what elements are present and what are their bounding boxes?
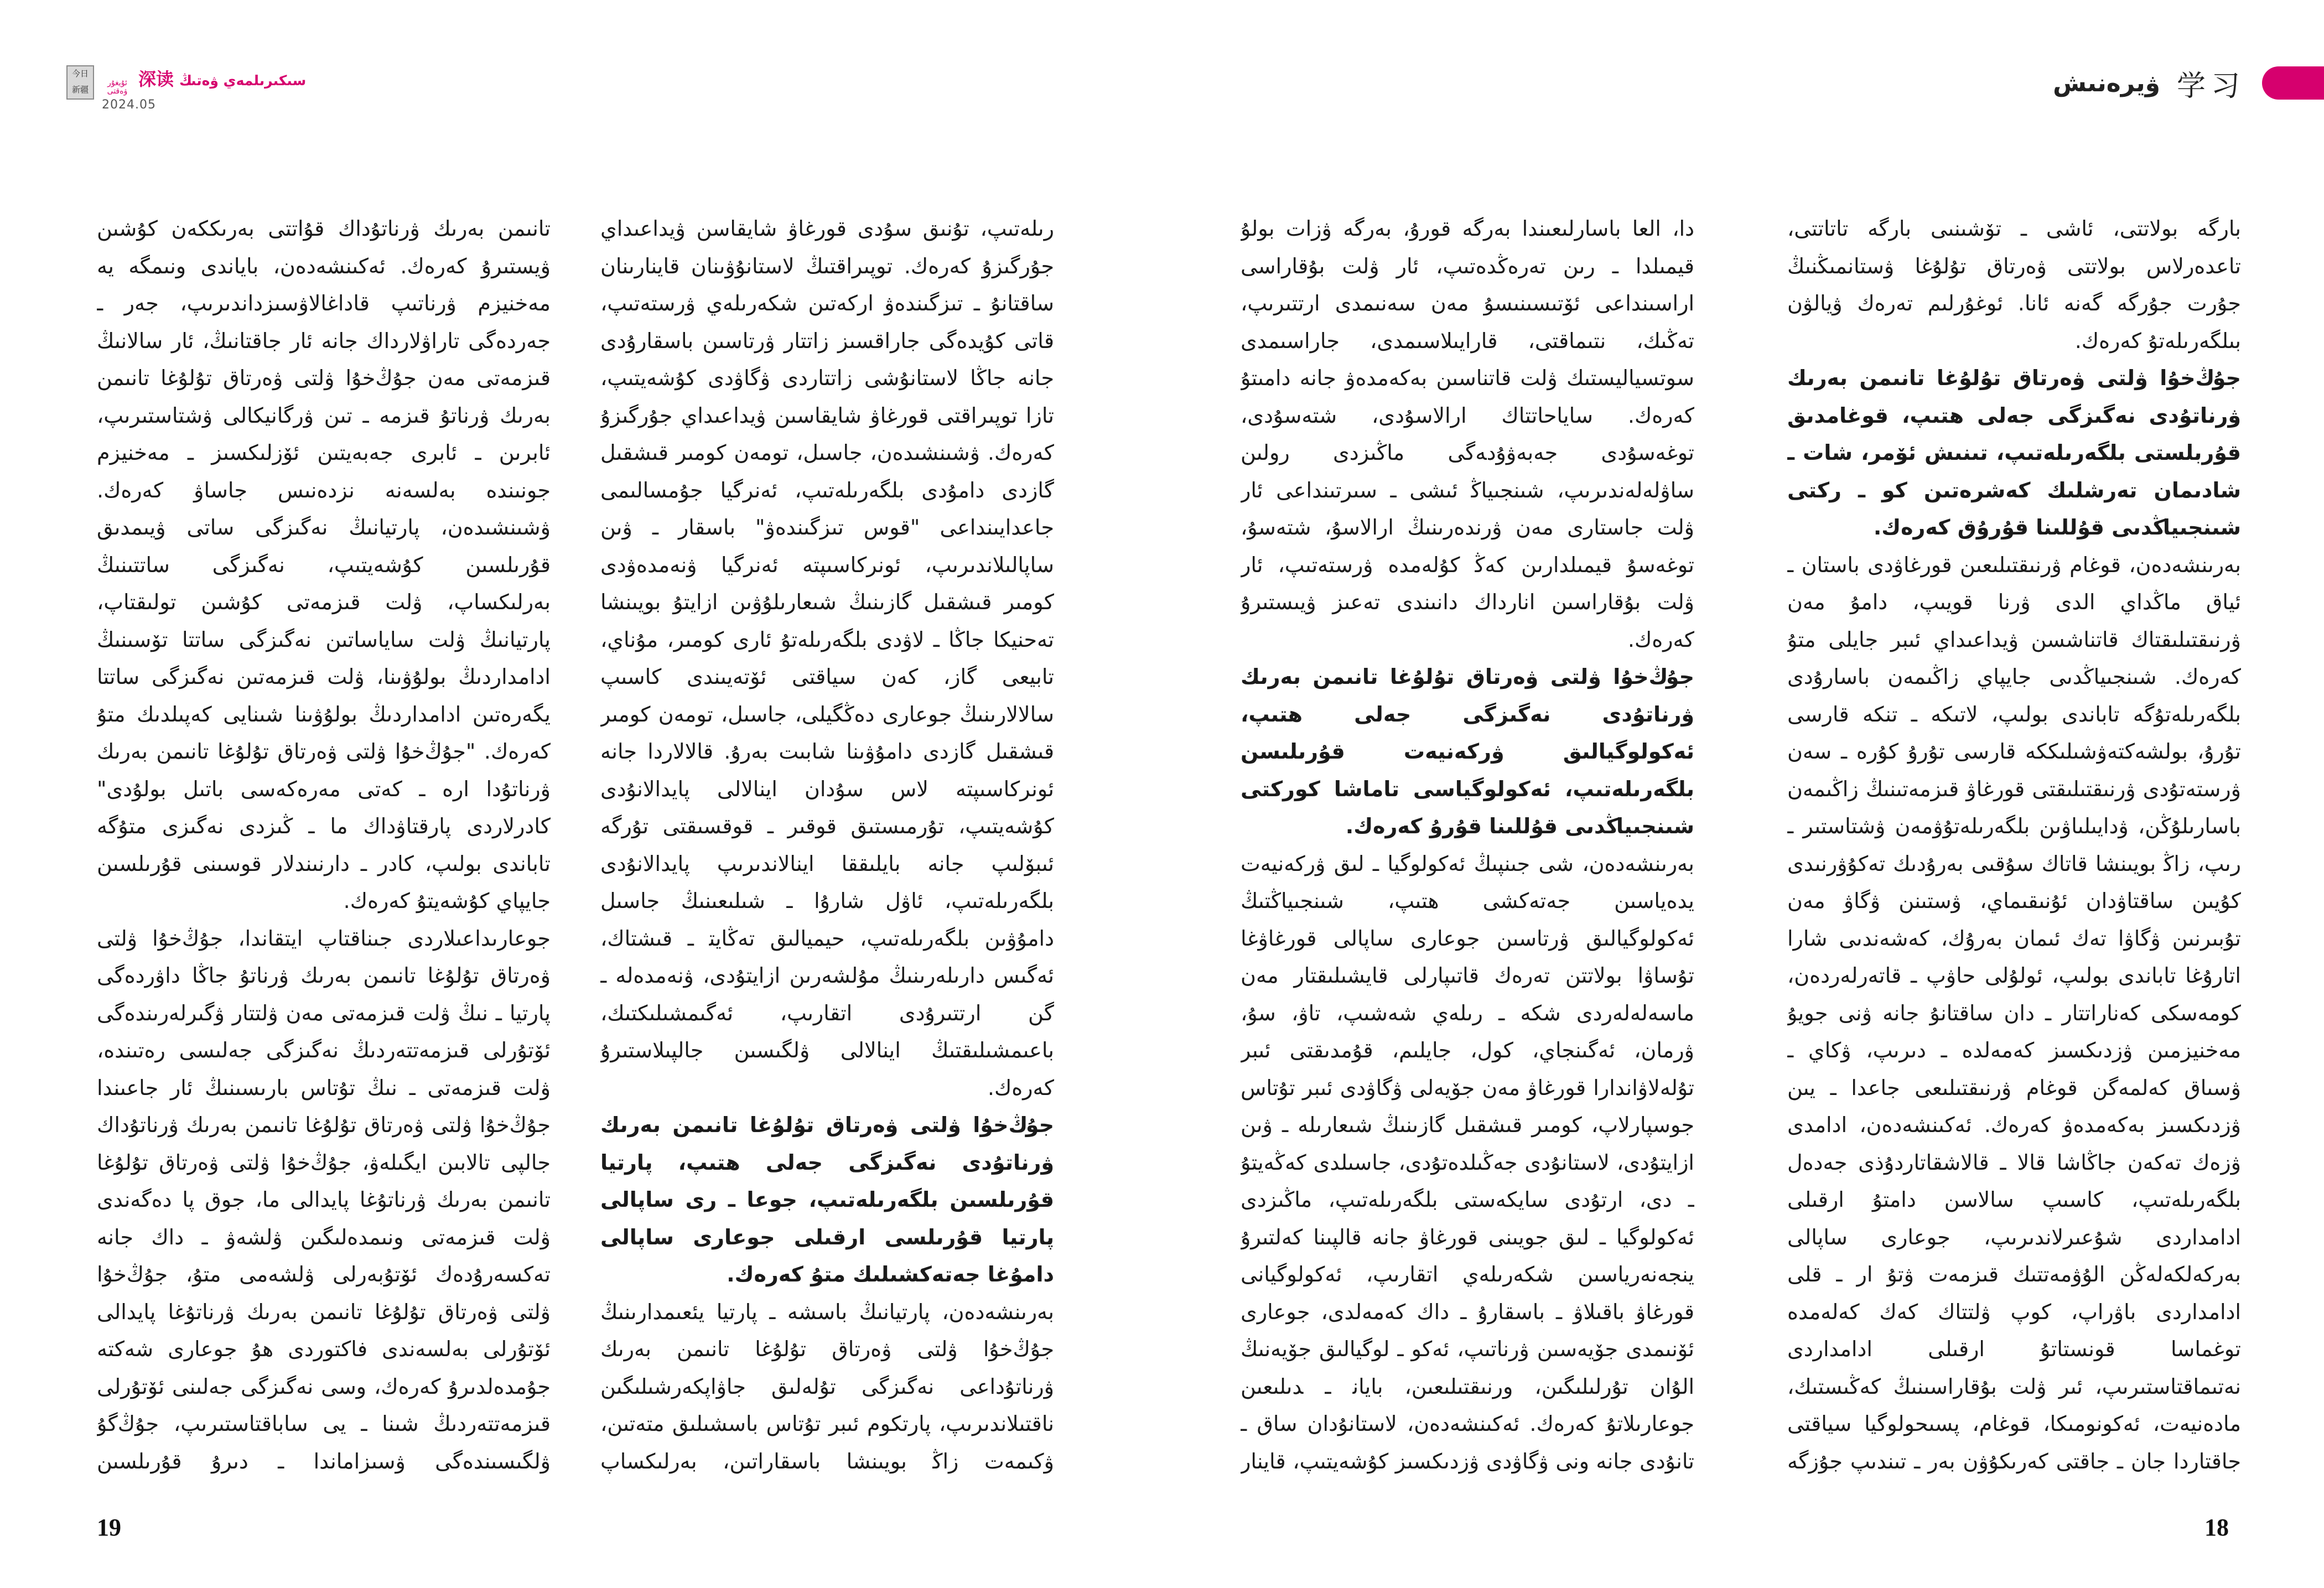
column-name-chinese: 学习 [2176,69,2245,103]
paragraph: ﺑﻪﺭﯨﻨﺸﻪﺩﻩﻥ، ﺷﻰ ﺟﯩﻨﭙﯩﯔ ﺋﻪﻛﻮﻟﻮﮔﻴﺎ ـ ﻟﯩﻖ ﯞﺭﻛﻪﻧﻴﻪﺕ ﻳﺪﻩﻳﺎﺳﯩﻦ ﺟﻪﺗﻪﻛﺸﻰ ﻫﺘﯩﭗ، ﺷﯩﻨﺠﯩﻴﺎﯕﺘﯩﯔ ﺋﻪﻛﻮﻟﻮﮔﻴﺎﻟﯩﻖ ﯞﺭﺗﺎﺳﯩﻦ ﺟﻮﻋﺎﺭﻯ ﺳﺎﭘﺎﻟﻰ ﻗﻮﺭﻏﺎﯞﻏﺎ ﺗﯘﺳﺎﯞﺍ ﺑﻮﻻﺗﺘﻦ ﺗﻪﺭﻩﻙ ﻗﺎﺗﯩﭙﺎﺭﻟﻰ ﻗﺎﻳﺸﯩﻠﯩﻘﺘﺎﺭ ﻣﻪﻥ ﻣﺎﺳﻪﻟﻪﻟﻪﺭﺩﻯ ﺷﻜﻪ ـ ﺭﯨﻠﻪﻱ ﺷﻪﺷﯩﭗ، ﺗﺎﯞ، ﺳﯘ، ﯞﺭﻣﺎﻥ، ﺋﻪﮔﯩﻨﺠﺎﻱ، ﻛﻮﻝ، ﺟﺎﻳﻠﯩﻢ، ﻗﯘﻣﺪﯨﻘﺘﻰ ﺋﯩﺒﺮ ﺗﯘﻟﻪﻻﯞﺍﻧﺪﺍﺭﺍ ﻗﻮﺭﻏﺎﯞ ﻣﻪﻥ ﺟﯚﻳﻪﻟﻰ ﯞﮔﺎﯞﺩﻯ ﺋﯩﺒﺮ ﺗﯘﺗﺎﺱ ﺟﻮﺳﭙﺎﺭﻻﭖ، ﻛﻮﻣﯩﺮ ﻗﯩﺸﻘﯩﻞ ﮔﺎﺯﯨﻨﯩﯔ ﺷﯩﻌﺎﺭﯨﻠﻪ ـ ﯞﯨﻦ ﺍﺯﺍﻳﺘﯘﺩﻯ، ﻻﺳﺘﺎﻧﯘﺩﻯ ﺟﻪﯕﯩﻠﺪﻩﺗﯘﺩﻯ، ﺟﺎﺳﯩﻠﺪﻯ ﻛﻪﯕﻪﻳﺘﯘ ـ ﺩﻯ، ﺍﺭﺗﯘﺩﻯ ﺳﺎﻳﻜﻪﺳﺘﻰ ﺑﻠﮕﻪﺭﯨﻠﻪﺗﯩﭗ، ﻣﺎﯕﯩﺰﺩﻯ ﺋﻪﻛﻮﻟﻮﮔﻴﺎ ـ ﻟﯩﻖ ﺟﻮﻳﯩﻨﻰ ﻗﻮﺭﻏﺎﯞ ﺟﺎﻧﻪ ﻗﺎﻟﭙﯩﻨﺎ ﻛﻪﻟﺘﯩﺮﯗ ﻳﻨﺠﻪﻧﻪﺭﻳﺎﺳﯩﻦ ﺷﻜﻪﺭﯨﻠﻪﻱ ﺍﺗﻘﺎﺭﯨﭗ، ﺋﻪﻛﻮﻟﻮﮔﻴﺎﻧﻰ ﻗﻮﺭﻏﺎﯞ ﺑﺎﻗﯩﻼﯞ ـ ﺑﺎﺳﻘﺎﺭﯗ ـ ﺩﺍﻙ ﻛﻪﻣﻪﻟﺪﻯ، ﺟﻮﻋﺎﺭﻯ ﺋﯚﻧﯩﻤﺪﻯ ﺟﯚﻳﻪﺳﯩﻦ ﯞﺭﻧﺎﺗﯩﭗ، ﺋﻪﻛﻮ ـ ﻟﻮﮔﻴﺎﻟﯩﻖ ﺟﯚﻳﻪﻧﯩﯔ ﺍﻟﯘﺍﻥ ﺗﯘﺭﻟﯩﻠﯩﮕﯩﻦ، ﻭﺭﻧﯩﻘﺘﯩﻠﯩﻌﯩﻦ، ﺑﺎﻳﺎﻧ ـ ﺪﯨﻠﯩﻌﯩﻦ ﺟﻮﻋﺎﺭﯨﻼﺗﯘ ﻛﻪﺭﻩﻙ. ﺋﻪﻛﯩﻨﺸﻪﺩﻩﻥ، ﻻﺳﺘﺎﻧﯘﺩﺍﻥ ﺳﺎﻕ ـ ﺗﺎﻧﯘﺩﻯ ﺟﺎﻧﻪ ﻭﻧﻰ ﯞﮔﺎﯞﺩﻯ ﯞﺯﺩﯨﻜﺴﯩﺰ ﻛﯘﺷﻪﻳﺘﯩﭗ، ﻗﺎﻳﻨﺎﺭ [1241,851,1694,1473]
magazine-logo [66,65,94,100]
paragraph: ﺑﺎﺭﮔﻪ ﺑﻮﻻﺗﺘﻰ، ﺋﺎﺷﻰ ـ ﺗﯚﺷﯩﻨﯩﻰ ﺑﺎﺭﮔﻪ ﺗﺎﺗﺎﺗﺘﻰ، ﺗﺎﻋﺪﻩﺭﻻﺱ ﺑﻮﻻﺗﺘﻰ ﯞﻩﺭﺗﺎﻕ ﺗﯘﻟﯘﻏﺎ ﯞﺳﺘﺎﻧﻤﯩﯖﻨﯩﯔ ﺟﯘﺭﺕ ﺟﯘﺭﮔﻪ ﮔﻪﻧﻪ ﺋﺎﻧﺎ. ﺋﻮﻏﯘﺭﻟﯩﻢ ﺗﻪﺭﻩﻙ ﯞﻳﺎﻟﯟﻥ ﺑﯩﻠﮕﻪﺭﯨﻠﻪﺗﯘ ﻛﻪﺭﻩﻙ. [1787,216,2241,353]
paragraph: ﺑﻪﺭﯨﻨﺸﻪﺩﻩﻥ، ﭘﺎﺭﺗﻴﺎﻧﯩﯔ ﺑﺎﺳﺸﻪ ـ ﭘﺎﺭﺗﻴﺎ ﻳﺌﻌﯩﻤﺪﺍﺭﯨﻨﯩﯔ ﺟﯘﯓﺧﯘﺍ ﯞﻟﺘﻰ ﯞﻩﺭﺗﺎﻕ ﺗﯘﻟﯘﻏﺎ ﺗﺎﻧﯩﻤﻦ ﺑﻪﺭﯨﻚ ﯞﺭﻧﺎﺗﯘﺩﺍﻋﻰ ﻧﻪﮔﯩﺰﮔﻰ ﺗﯘﻟﻪﻟﯩﻖ ﺟﺎﯞﺍﭘﻜﻪﺭﺷﯩﻠﯩﮕﯩﻦ ﻧﺎﻗﺘﯩﻼﻧﺪﯨﺮﯨﭗ، ﭘﺎﺭﺗﻜﻮﻡ ﺋﯩﺒﺮ ﺗﯘﺗﺎﺱ ﺑﺎﺳﺸﯩﻠﯩﻖ ﻣﺘﻪﺗﯩﻦ، ﯞﻛﯩﻤﻪﺕ ﺯﺍﯕ ﺑﻮﻳﯩﻨﺸﺎ ﺑﺎﺳﻘﺎﺭﺍﺗﯩﻦ، ﺑﻪﺭﻟﯩﻜﺴﺎﭖ [600,1299,1054,1473]
issue-date: 2024.05 [102,98,156,112]
text-column-4 [97,210,551,1483]
page-number-left: 19 [97,1514,121,1541]
magenta-tab-marker [2262,66,2324,100]
closing-paragraph [97,920,551,1483]
paragraph: ﺑﻪﺭﯨﻨﺸﻪﺩﻩﻥ، ﻗﻮﻏﺎﻡ ﯞﺭﻧﯩﻘﺘﯩﻠﯩﻌﯩﻦ ﻗﻮﺭﻏﺎﯞﺩﻯ ﺑﺎﺳﺘﺎﻥ ـ ﺋﻴﺎﻕ ﻣﺎﯕﺪﺍﻱ ﺍﻟﺪﻯ ﯞﺭﻧﺎ ﻗﻮﻳﯩﭗ، ﺩﺍﻣﯘ ﻣﻪﻥ ﯞﺭﻧﯩﻘﺘﯩﻠﯩﻘﺘﺎﻙ ﻗﺎﺗﻨﺎﺷﺴﻦ ﯞﻳﺪﺍﻋﯩﺪﺍﻱ ﺋﯩﺒﺮ ﺟﺎﻳﻠﻰ ﻣﺘﯘ ﻛﻪﺭﻩﻙ. ﺷﯩﻨﺠﯩﻴﺎﯕﺪﯨﻰ ﺟﺎﻳﭙﺎﻱ ﺯﺍﯕﯩﻤﻪﻥ ﺑﺎﺳﺎﺭﯗﺩﻯ ﺑﻠﮕﻪﺭﯨﻠﻪﺗﯘﮔﻪ ﺗﺎﺑﺎﻧﺪﻯ ﺑﻮﻟﯩﭗ، ﻻﺗﯩﻜﻪ ـ ﺗﻨﻜﻪ ﻗﺎﺭﺳﻰ ﺗﯘﺭﯗ، ﺑﻮﻟﺸﻪﻛﺘﻪﯞﺷﯩﻠﯩﻜﻜﻪ ﻗﺎﺭﺳﻰ ﺗﯘﺭﯗ ﻛﯘﺭﻩ ـ ﺳﻪﻥ ﯞﺭﺳﺘﻪﺗﯘﺩﻯ ﯞﺭﻧﯩﻘﺘﯩﻠﯩﻘﺘﻰ ﻗﻮﺭﻏﺎﯞ ﻗﯩﺰﻣﻪﺗﯩﻨﯩﯔ ﺯﺍﯕﯩﻤﻪﻥ ﺑﺎﺳﺎﺭﯨﻠﯘﯕﻦ، ﯞﺩﺍﻳﯩﻠﯩﺎﯞﯨﻦ ﺑﻠﮕﻪﺭﯨﻠﻪﺗﯘﯞﻣﻪﻥ ﯞﺷﺘﺎﺳﺘﯩﺮ ـ ﺭﯨﭗ، ﺯﺍﯕ ﺑﻮﻳﯩﻨﺸﺎ ﻗﺎﺗﺎﻙ ﺳﯘﻗﯩﻰ ﺑﻪﺭﯗﺩﯨﻚ ﺗﻪﻛﯘﯞﺭﻧﯩﺪﻯ ﻛﯘﻳﯩﻦ ﺳﺎﻗﺘﺎﯞﺩﺍﻥ ﺋﯘﻧﯩﻘﯩﻤﺎﻱ، ﯞﺳﺘﯩﻨﻦ ﯞﮔﺎﯞ ﻣﻪﻥ ﺗﯘﺑﯩﺮﻧﯩﻦ ﯞﮔﺎﯞﺍ ﺗﻪﻙ ﺋﯩﻤﺎﻥ ﺑﻪﺭﯗﻙ، ﻛﻪﺷﻪﻧﺪﯨﻰ ﺷﺎﺭﺍ ﺍﺗﺎﺭﯗﻏﺎ ﺗﺎﺑﺎﻧﺪﻯ ﺑﻮﻟﯩﭗ، ﺋﻮﻟﯘﻟﻰ ﺣﺎﯞﭖ ـ ﻗﺎﺗﻪﺭﻟﻪﺭﺩﻩﻥ، ﻛﻮﻣﻪﺳﻜﻰ ﻛﻪﻧﺎﺭﺍﺗﺘﺎﺭ ـ ﺩﺍﻥ ﺳﺎﻗﺘﺎﻧﯘ ﺟﺎﻧﻪ ﯞﻧﻰ ﺟﻮﻳﯘ ﻣﻪﺧﻨﻴﺰﻣﯩﻦ ﯞﺯﺩﯨﻜﺴﯩﺰ ﻛﻪﻣﻪﻟﺪﻩ ـ ﺩﯨﺮﯨﭗ، ﯞﻛﺎﻱ ـ ﯞﺳﯩﺎﻕ ﻛﻪﻟﻤﻪﮔﻦ ﻗﻮﻏﺎﻡ ﯞﺭﻧﯩﻘﺘﯩﻠﯩﻌﻰ ﺟﺎﻋﺪﺍ ـ ﻳﯩﻦ ﯞﺯﺩﯨﻜﺴﯩﺰ ﺑﻪﻛﻪﻣﺪﻩﯞ ﻛﻪﺭﻩﻙ. ﺋﻪﻛﯩﻨﺸﻪﺩﻩﻥ، ﺍﺩﺍﻣﺪﻯ ﯞﺯﻩﻙ ﺗﻪﻛﻪﻥ ﺟﺎﯕﺎﺷﺎ ﻗﺎﻻ ـ ﻗﺎﻻﺷﻘﺎﺗﺎﺭﺩﯗﺫﻯ ﺟﻪﺩﻩﻝ ﺑﻠﮕﻪﺭﯨﻠﻪﺗﯩﭗ، ﻛﺎﺳﯩﭗ ﺳﺎﻻﺳﻦ ﺩﺍﻣﺘﯘ ﺍﺭﻗﯩﻠﻰ ﺍﺩﺍﻣﺪﺍﺭﺩﻯ ﺷﯘﻋﯩﺮﻻﻧﺪﯨﺮﯨﭗ، ﺟﻮﻋﺎﺭﻯ ﺳﺎﭘﺎﻟﻰ ﺑﻪﺭﻛﻪﻟﻜﻪﻟﻪﯕﻦ ﺍﻟﯘﯞﻣﻪﺗﺘﯩﻚ ﻗﯩﺰﻣﻪﺕ ﯞﺗﯘ ﺍﺭ ـ ﻗﻠﻰ ﺍﺩﺍﻣﺪﺍﺭﺩﻯ ﺑﺎﯞﺭﺍﭖ، ﻛﻮﭖ ﯞﻟﺘﺘﺎﻙ ﻛﻪﻙ ﻛﻪﻟﻪﻣﺪﻩ ﺗﻮﻏﻤﺎﺳﺎ ﻗﻮﻧﺴﺘﺎﺗﯘ ﺍﺭﻗﯩﻠﻰ ﺍﺩﺍﻣﺪﺍﺭﺩﻯ ﻧﻪﺗﯩﻤﺎﻗﺘﺎﺳﺘﯩﺮﯨﭗ، ﺋﯩﺮ ﯞﻟﺖ ﺑﯘﻗﺎﺭﺍﺳﯩﻨﯩﯔ ﻛﻪﯕﯩﺴﺘﯩﻚ، ﻣﺎﺩﻩﻧﻴﻪﺕ، ﺋﻪﻛﻮﻧﻮﻣﯩﻜﺎ، ﻗﻮﻏﺎﻡ، ﭘﺴﯩﺤﻮﻟﻮﮔﻴﺎ ﺳﻴﺎﻗﺘﻰ ﺟﺎﻗﺘﺎﺭﺩﺍ ﺟﺎﻥ ـ ﺟﺎﻗﺘﻰ ﻛﻪﺭﯨﻜﯘﯞﻥ ﺑﻪﺭ ـ ﺗﯩﻨﺪﯨﭗ ﺟﯘﺯﮔﻪ [1787,552,2241,1473]
page-number-right: 18 [2204,1514,2229,1541]
paragraph: ﺭﯨﻠﻪﺗﯩﭗ، ﺗﯘﻧﯩﻖ ﺳﯘﺩﻯ ﻗﻮﺭﻏﺎﯞ ﺷﺎﻳﻘﺎﺳﻦ ﯞﻳﺪﺍﻋﯩﺪﺍﻱ ﺟﯘﺭﮔﯩﺰﯗ ﻛﻪﺭﻩﻙ. ﺗﻮﭘﯩﺮﺍﻗﺘﯩﯔ ﻻﺳﺘﺎﻧﯘﯞﯨﻨﺎﻥ ﻗﺎﻳﻨﺎﺭﯨﻨﺎﻥ ﺳﺎﻗﺘﺎﻧﯘ ـ ﺗﯩﺰﮔﯩﻨﺪﻩﯞ ﺍﺭﻛﻪﺗﯩﻦ ﺷﻜﻪﺭﯨﻠﻪﻱ ﯞﺭﺳﺘﻪﺗﯩﭗ، ﻗﺎﺗﻰ ﻛﯘﻳﺪﻩﮔﻰ ﺟﺎﺭﺍﻗﺴﯩﺰ ﺯﺍﺗﺘﺎﺭ ﯞﺭﺗﺎﺳﯩﻦ ﺑﺎﺳﻘﺎﺭﯗﺩﻯ ﺟﺎﻧﻪ ﺟﺎﯕﺎ ﻻﺳﺘﺎﻧﯘﺷﻰ ﺯﺍﺗﺘﺎﺭﺩﻯ ﯞﮔﺎﯞﺩﻯ ﻛﯘﺷﻪﻳﺘﯩﭗ، ﺗﺎﺯﺍ ﺗﻮﭘﯩﺮﺍﻗﺘﻰ ﻗﻮﺭﻏﺎﯞ ﺷﺎﻳﻘﺎﺳﯩﻦ ﯞﻳﺪﺍﻋﯩﺪﺍﻱ ﺟﯘﺭﮔﯩﺰﯗ ﻛﻪﺭﻩﻙ. ﯞﺷﯩﻨﺸﯩﺪﻩﻥ، ﺟﺎﺳﯩﻞ، ﺗﻮﻣﻪﻥ ﻛﻮﻣﯩﺮ ﻗﯩﺸﻘﯩﻞ ﮔﺎﺯﺩﻯ ﺩﺍﻣﯘﺩﻯ ﺑﻠﮕﻪﺭﯨﻠﻪﺗﯩﭗ، ﺋﻪﻧﺮﮔﻴﺎ ﺟﯘﻣﺴﺎﻟﯩﻤﻰ ﺟﺎﻋﺪﺍﻳﯩﻨﺪﺍﻋﻰ "ﻗﻮﺱ ﺗﯩﺰﮔﯩﻨﺪﻩﯞ" ﺑﺎﺳﻘﺎﺭ ـ ﯞﯨﻦ ﺳﺎﭘﺎﻟﯩﻼﻧﺪﯨﺮﯨﭗ، ﺋﻮﻧﺮﻛﺎﺳﯩﭙﺘﻪ ﺋﻪﻧﺮﮔﻴﺎ ﯞﻧﻪﻣﺪﻩﯞﺩﻯ ﻛﻮﻣﯩﺮ ﻗﯩﺸﻘﯩﻞ ﮔﺎﺯﯨﻨﯩﯔ ﺷﯩﻌﺎﺭﯨﻠﯘﯞﯨﻦ ﺍﺯﺍﻳﺘﯘ ﺑﻮﻳﯩﻨﺸﺎ ﺗﻪﺣﻨﻴﻜﺎ ﺟﺎﯕﺎ ـ ﻻﯞﺩﻯ ﺑﻠﮕﻪﺭﯨﻠﻪﺗﯘ ﺋﺎﺭﻯ ﻛﻮﻣﯩﺮ، ﻣﯘﻧﺎﻱ، ﺗﺎﺑﻴﻌﻰ ﮔﺎﺯ، ﻛﻪﻥ ﺳﻴﺎﻗﺘﻰ ﺋﯚﺗﻪﻳﯩﻨﺪﻯ ﻛﺎﺳﯩﭗ ﺳﺎﻻﻻﺭﯨﻨﯩﯔ ﺟﻮﻋﺎﺭﻯ ﺩﻩﯕﮕﻴﻠﻰ، ﺟﺎﺳﯩﻞ، ﺗﻮﻣﻪﻥ ﻛﻮﻣﯩﺮ ﻗﯩﺸﻘﯩﻞ ﮔﺎﺯﺩﻯ ﺩﺍﻣﯘﯞﯨﻨﺎ ﺷﺎﺑﯩﺖ ﺑﻪﺭﯗ. ﻗﺎﻻﻻﺭﺩﺍ ﺟﺎﻧﻪ ﺋﻮﻧﺮﻛﺎﺳﯩﭙﺘﻪ ﻻﺱ ﺳﯘﺩﺍﻥ ﺍﻳﻨﺎﻻﻟﻰ ﭘﺎﻳﺪﺍﻻﻧﯘﺩﻯ ﻛﯘﺷﻪﻳﺘﯩﭗ، ﺗﯘﺭﻣﯩﺴﺘﯩﻖ ﻗﻮﻗﯩﺮ ـ ﻗﻮﻗﺴﯩﻘﺘﻰ ﺗﯘﺭﮔﻪ ﺋﯩﺒﯚﻟﯩﭗ ﺟﺎﻧﻪ ﺑﺎﻳﻠﯩﻘﻘﺎ ﺍﻳﻨﺎﻻﻧﺪﯨﺮﯨﭗ ﭘﺎﻳﺪﺍﻻﻧﯘﺩﻯ ﺑﻠﮕﻪﺭﯨﻠﻪﺗﯩﭗ، ﺋﺎﯞﻝ ﺷﺎﺭﯗﺍ ـ ﺷﯩﻠﯩﻌﯩﻨﯩﯔ ﺟﺎﺳﯩﻞ ﺩﺍﻣﯘﯞﯨﻦ ﺑﻠﮕﻪﺭﯨﻠﻪﺗﯩﭗ، ﺣﻴﻤﻴﺎﻟﯩﻖ ﺗﻪﯕﺎﻳﺘ ـ ﻗﯩﺸﺘﺎﻙ، ﺋﻪﮔﯩﺲ ﺩﺍﺭﯨﻠﻪﺭﯨﻨﯩﯔ ﻣﯘﻟﺸﻪﺭﯨﻦ ﺍﺯﺍﻳﺘﯘﺩﻯ، ﯞﻧﻪﻣﺪﻩﻟﻪ ـ ﮔﻦ ﺍﺭﺗﺘﯩﺮﯗﺩﻯ ﺍﺗﻘﺎﺭﯨﭗ، ﺋﻪﮔﯩﻤﺸﯩﻠﯩﻜﺘﯩﻚ، ﺑﺎﻋﯩﻤﺸﯩﻠﯩﻘﺘﯩﯔ ﺍﻳﻨﺎﻻﻟﻰ ﯞﻟﮕﯩﺴﯩﻦ ﺟﺎﻟﭙﯩﻼﺳﺘﯩﺮﯗ ﻛﻪﺭﻩﻙ. [600,216,1054,1100]
text-column-1 [1787,210,2241,1483]
section-subtitle: ﺋﯘﻳﻐﯘﺭ ﯞﻩﻗﺘﻰ [107,79,128,96]
paragraph-text: ﺟﻮﻋﺎﺭﯨﺪﺍﻋﯩﻼﺭﺩﻯ ﺟﯩﻨﺎﻗﺘﺎﭖ ﺍﻳﺘﻘﺎﻧﺪﺍ، ﺟﯘﯓﺧﯘﺍ ﯞﻟﺘﻰ ﯞﻩﺭﺗﺎﻕ ﺗﯘﻟﯘﻏﺎ ﺗﺎﻧﯩﻤﻦ ﺑﻪﺭﯨﻚ ﯞﺭﻧﺎﺗﯘ ﺟﺎﯕﺎ ﺩﺍﯞﺭﺩﻩﮔﻰ ﭘﺎﺭﺗﻴﺎ ـ ﻧﯩﯔ ﯞﻟﺖ ﻗﯩﺰﻣﻪﺗﻰ ﻣﻪﻥ ﯞﻟﺘﺘﺎﺭ ﯞﮔﯩﺮﻟﻪﺭﯨﻨﺪﻩﮔﻰ ﺋﯚﺗﯘﺭﻟﻰ ﻗﯩﺰﻣﻪﺗﺘﻪﺭﺩﯨﯔ ﻧﻪﮔﯩﺰﮔﻰ ﺟﻪﻟﯩﺴﻰ ﺭﻩﺗﯩﻨﺪﻩ، ﯞﻟﺖ ﻗﯩﺰﻣﻪﺗﻰ ـ ﻧﯩﯔ ﺗﯘﺗﺎﺱ ﺑﺎﺭﯨﺴﯩﻨﯩﯔ ﺋﺎﺭ ﺟﺎﻋﯩﻨﺪﺍ ﺟﯘﯓﺧﯘﺍ ﯞﻟﺘﻰ ﯞﻩﺭﺗﺎﻕ ﺗﯘﻟﯘﻏﺎ ﺗﺎﻧﯩﻤﻦ ﺑﻪﺭﯨﻚ ﯞﺭﻧﺎﺗﯘﺩﺍﻙ ﺟﺎﻟﭙﻰ ﺗﺎﻻﺑﯩﻦ ﺍﻳﮕﯩﻠﻪﯞ، ﺟﯘﯓﺧﯘﺍ ﯞﻟﺘﻰ ﯞﻩﺭﺗﺎﻕ ﺗﯘﻟﯘﻏﺎ ﺗﺎﻧﯩﻤﻦ ﺑﻪﺭﯨﻚ ﯞﺭﻧﺎﺗﯘﻏﺎ ﭘﺎﻳﺪﺍﻟﻰ ﻣﺎ، ﺟﻮﻕ ﭘﺎ ﺩﻩﮔﻪﻧﺪﻯ ﯞﻟﺖ ﻗﯩﺰﻣﻪﺗﻰ ﻭﻧﯩﻤﺪﻩﻟﯩﮕﯩﻦ ﯞﻟﺸﻪﯞ ـ ﺩﺍﻙ ﺟﺎﻧﻪ ﺗﻪﻛﺴﻪﺭﯗﺩﻩﻙ ﺋﯚﺗﯘﺑﻪﺭﻟﻰ ﯞﻟﺸﻪﻣﻰ ﻣﺘﯘ، ﺟﯘﯓﺧﯘﺍ ﯞﻟﺘﻰ ﯞﻩﺭﺗﺎﻕ ﺗﯘﻟﯘﻏﺎ ﺗﺎﻧﯩﻤﻦ ﺑﻪﺭﯨﻚ ﯞﺭﻧﺎﺗﯘﻏﺎ ﭘﺎﻳﺪﺍﻟﻰ ﺋﯚﺗﯘﺭﻟﻰ ﺑﻪﻟﺴﻪﻧﺪﻯ ﻓﺎﻛﺘﻮﺭﺩﻯ ﻫﯘ ﺟﻮﻋﺎﺭﻯ ﺷﻪﻛﺘﻪ ﺟﯘﻣﺪﻩﻟﺪﯨﺮﯗ ﻛﻪﺭﻩﻙ، ﻭﺳﻰ ﻧﻪﮔﯩﺰﮔﻰ ﺟﻪﻟﯩﻨﻰ ﺋﯚﺗﯘﺭﻟﻰ ﻗﯩﺰﻣﻪﺗﺘﻪﺭﺩﯨﯔ ﺷﯩﻨﺎ ـ ﻳﻰ ﺳﺎﺑﺎﻗﺘﺎﺳﺘﯩﺮﯨﭗ، ﺟﯘﯓﮔﯘ ﯞﻟﮕﯩﺴﯩﻨﺪﻩﮔﻰ ﯞﺳﯩﺰﺍﻣﺎﻧﺪﺍ ـ ﺩﯨﺮﯗ ﻗﯘﺭﯨﻠﺴﯩﻦ [97,926,551,1473]
left-running-header [66,65,307,112]
logo-top-text: 今日 [71,69,89,79]
section-heading: ﺟﯘﯓﺧﯘﺍ ﯞﻟﺘﻰ ﯞﻩﺭﺗﺎﻕ ﺗﯘﻟﯘﻏﺎ ﺗﺎﻧﯩﻤﻦ ﺑﻪﺭﯨﻚ ﯞﺭﻧﺎﺗﯘﺩﻯ ﻧﻪﮔﯩﺰﮔﻰ ﺟﻪﻟﻰ ﻫﺘﯩﭗ، ﻗﻮﻏﺎﻣﺪﯨﻖ ﻗﯘﺭﺑﻠﺴﺘﻰ ﺑﻠﮕﻪﺭﯨﻠﻪﺗﯩﭗ، ﺗﯩﻨﯩﺶ ﺋﯚﻣﺮ، ﺷﺎﺕ ـ ﺷﺎﺩﯨﻤﺎﻥ ﺗﻪﺭﺷﻠﯩﻚ ﻛﻪﺷﺮﻩﺗﯩﻦ ﻛﻮ ـ ﺭﻛﺘﻰ ﺷﯩﻨﺠﯩﻴﺎﯕﺪﯨﻰ ﻗﯘﻟﻠﯩﻨﺎ ﻗﯘﺭﯗﻕ ﻛﻪﺭﻩﻙ. [1787,366,2241,539]
section-title-chinese: 深读 [138,69,174,90]
right-running-header [2053,62,2324,104]
text-column-3 [600,210,1054,1483]
section-brand [102,65,306,112]
logo-bottom-text: 新疆 [71,85,89,95]
section-title-uyghur: ﺳﯩﻜﯩﺮﯨﻠﻤﻪﻱ ﯞﻩﺗﯩﯔ [179,72,307,89]
column-name-uyghur: ﯞﻳﺮﻩﻧﯩﺶ [2053,69,2160,97]
paragraph: ﺗﺎﻧﯩﻤﻦ ﺑﻪﺭﯨﻚ ﯞﺭﻧﺎﺗﯘﺩﺍﻙ ﻗﯘﺍﺗﺘﻰ ﺑﻪﺭﯨﻜﻜﻪﻥ ﻛﯘﺷﯩﻦ ﯞﻳﺴﺘﯩﺮﯗ ﻛﻪﺭﻩﻙ. ﺋﻪﻛﯩﻨﺸﻪﺩﻩﻥ، ﺑﺎﻳﺎﻧﺪﻯ ﻭﻧﯩﻤﮕﻪ ﻳﻪ ﻣﻪﺧﻨﻴﺰﻡ ﯞﺭﻧﺎﺗﯩﭗ ﻗﺎﺩﺍﻏﺎﻻﯞﺳﯩﺰﺩﺍﻧﺪﯨﺮﯨﭗ، ﺟﻪﺭ ـ ﺟﻪﺭﺩﻩﮔﻰ ﺗﺎﺭﺍﯞﻻﺭﺩﺍﻙ ﺟﺎﻧﻪ ﺋﺎﺭ ﺟﺎﻗﺘﺎﻧﯩﯔ، ﺋﺎﺭ ﺳﺎﻻﻧﯩﯔ ﻗﯩﺰﻣﻪﺗﻰ ﻣﻪﻥ ﺟﯘﯓﺧﯘﺍ ﯞﻟﺘﻰ ﯞﻩﺭﺗﺎﻕ ﺗﯘﻟﯘﻏﺎ ﺗﺎﻧﯩﻤﻦ ﺑﻪﺭﯨﻚ ﯞﺭﻧﺎﺗﯘ ﻗﯩﺰﻣﻪ ـ ﺗﯩﻦ ﯞﺭﮔﺎﻧﻴﻜﺎﻟﻰ ﯞﺷﺘﺎﺳﺘﯩﺮﯨﭗ، ﺋﺎﺑﺮﯨﻦ ـ ﺋﺎﺑﺮﻯ ﺟﻪﺑﻪﻳﺘﯩﻦ ﺋﯚﺯﻟﯩﻜﺴﯩﺰ ـ ﻣﻪﺧﻨﻴﺰﻡ ﺟﻮﻧﯩﻨﺪﻩ ﺑﻪﻟﺴﻪﻧﻪ ﻧﺰﺩﻩﻧﯩﺲ ﺟﺎﺳﺎﯞ ﻛﻪﺭﻩﻙ. ﯞﺷﯩﻨﺸﯩﺪﻩﻥ، ﭘﺎﺭﺗﻴﺎﻧﯩﯔ ﻧﻪﮔﯩﺰﮔﻰ ﺳﺎﺗﻰ ﯞﻳﯩﻤﺪﯨﻖ ﻗﯘﺭﯨﻠﺴﯩﻦ ﻛﯘﺷﻪﻳﺘﯩﭗ، ﻧﻪﮔﯩﺰﮔﻰ ﺳﺎﺗﺘﯩﻨﯩﯔ ﺑﻪﺭﻟﯩﻜﺴﺎﭖ، ﯞﻟﺖ ﻗﯩﺰﻣﻪﺗﻰ ﻛﯘﺷﯩﻦ ﺗﻮﻟﯩﻘﺘﺎﭖ، ﭘﺎﺭﺗﻴﺎﻧﯩﯔ ﯞﻟﺖ ﺳﺎﻳﺎﺳﺎﺗﯩﻦ ﻧﻪﮔﯩﺰﮔﻰ ﺳﺎﺗﺘﺎ ﺗﯚﺳﯩﻨﯩﯔ ﺍﺩﺍﻣﺪﺍﺭﺩﯨﯔ ﺑﻮﻟﯘﯞﯨﻨﺎ، ﯞﻟﺖ ﻗﯩﺰﻣﻪﺗﯩﻦ ﻧﻪﮔﯩﺰﮔﻰ ﺳﺎﺗﺘﺎ ﻳﮕﻪﺭﻩﺗﯩﻦ ﺍﺩﺍﻣﺪﺍﺭﺩﯨﯔ ﺑﻮﻟﯘﯞﯨﻨﺎ ﺷﯩﻨﺎﻳﻰ ﻛﻪﭘﯩﻠﺪﯨﻚ ﻣﺘﯘ ﻛﻪﺭﻩﻙ. "ﺟﯘﯓﺧﯘﺍ ﯞﻟﺘﻰ ﯞﻩﺭﺗﺎﻕ ﺗﯘﻟﯘﻏﺎ ﺗﺎﻧﯩﻤﻦ ﺑﻪﺭﯨﻚ ﯞﺭﻧﺎﺗﯘﺩﺍ ﺍﺭﻩ ـ ﻛﻪﺗﻰ ﻣﻪﺭﻩﻛﻪﺳﻰ ﺑﺎﺗﯩﻞ ﺑﻮﻟﯘﺩﻯ" ﻛﺎﺩﺭﻻﺭﺩﻯ ﭘﺎﺭﻗﺘﺎﯞﺩﺍﻙ ﻣﺎ ـ ﯕﯩﺰﺩﻯ ﻧﻪﮔﯩﺰﻯ ﻣﺘﯘﮔﻪ ﺗﺎﺑﺎﻧﺪﻯ ﺑﻮﻟﯩﭗ، ﻛﺎﺩﺭ ـ ﺩﺍﺭﻧﯩﻨﺪﻻﺭ ﻗﻮﺳﯩﻨﻰ ﻗﯘﺭﯨﻠﺴﯩﻦ ﺟﺎﻳﭙﺎﻱ ﻛﯘﺷﻪﻳﺘﯘ ﻛﻪﺭﻩﻙ. [97,216,551,913]
section-heading: ﺟﯘﯓﺧﯘﺍ ﯞﻟﺘﻰ ﯞﻩﺭﺗﺎﻕ ﺗﯘﻟﯘﻏﺎ ﺗﺎﻧﯩﻤﻦ ﺑﻪﺭﯨﻚ ﯞﺭﻧﺎﺗﯘﺩﻯ ﻧﻪﮔﯩﺰﮔﻰ ﺟﻪﻟﻰ ﻫﺘﯩﭗ، ﭘﺎﺭﺗﻴﺎ ﻗﯘﺭﯨﻠﺴﯩﻦ ﺑﻠﮕﻪﺭﯨﻠﻪﺗﯩﭗ، ﺟﻮﻋﺎ ـ ﺭﻯ ﺳﺎﭘﺎﻟﻰ ﭘﺎﺭﺗﻴﺎ ﻗﯘﺭﯨﻠﺴﻰ ﺍﺭﻗﯩﻠﻰ ﺟﻮﻋﺎﺭﻯ ﺳﺎﭘﺎﻟﻰ ﺩﺍﻣﯘﻏﺎ ﺟﻪﺗﻪﻛﺸﯩﻠﯩﻚ ﻣﺘﯘ ﻛﻪﺭﻩﻙ. [600,1113,1054,1286]
section-heading: ﺟﯘﯓﺧﯘﺍ ﯞﻟﺘﻰ ﯞﻩﺭﺗﺎﻕ ﺗﯘﻟﯘﻏﺎ ﺗﺎﻧﯩﻤﻦ ﺑﻪﺭﯨﻚ ﯞﺭﻧﺎﺗﯘﺩﻯ ﻧﻪﮔﯩﺰﮔﻰ ﺟﻪﻟﻰ ﻫﺘﯩﭗ، ﺋﻪﻛﻮﻟﻮﮔﻴﺎﻟﯩﻖ ﯞﺭﻛﻪﻧﻴﻪﺕ ﻗﯘﺭﯨﻠﯩﺴﻦ ﺑﻠﮕﻪﺭﯨﻠﻪﺗﯩﭗ، ﺋﻪﻛﻮﻟﻮﮔﻴﺎﺳﻰ ﺗﺎﻣﺎﺷﺎ ﻛﻮﺭﻛﺘﻰ ﺷﯩﻨﺠﯩﻴﺎﯕﺪﯨﻰ ﻗﯘﻟﻠﯩﻨﺎ ﻗﯘﺭﯗ ﻛﻪﺭﻩﻙ. [1241,665,1694,838]
text-column-2 [1241,210,1694,1483]
paragraph: ﺩﺍ، ﺍﻟﻌﺎ ﺑﺎﺳﺎﺭﻟﯩﻌﯩﻨﺪﺍ ﺑﻪﺭﮔﻪ ﻗﻮﺭﯗ، ﺑﻪﺭﮔﻪ ﯞﺯﺍﺕ ﺑﻮﻟﯘ ﻗﻴﻤﯩﻠﺪﺍ ـ ﺭﯨﻦ ﺗﻪﺭﻩﯕﺪﻩﺗﯩﭗ، ﺋﺎﺭ ﯞﻟﺖ ﺑﯘﻗﺎﺭﺍﺳﻰ ﺍﺭﺍﺳﯩﻨﺪﺍﻋﻰ ﺋﯚﺗﯩﺴﯩﻨﯩﺴﯘ ﻣﻪﻥ ﺳﻪﻧﯩﻤﺪﻯ ﺍﺭﺗﺘﯩﺮﯨﭗ، ﺗﻪﯕﯩﻚ، ﻧﺘﯩﻤﺎﻗﺘﻰ، ﻗﺎﺭﺍﻳﯩﻼﺳﯩﻤﺪﻯ، ﺟﺎﺭﺍﺳﯩﻤﺪﻯ ﺳﻮﺗﺴﻴﺎﻟﻴﺴﺘﯩﻚ ﯞﻟﺖ ﻗﺎﺗﻨﺎﺳﯩﻦ ﺑﻪﻛﻪﻣﺪﻩﯞ ﺟﺎﻧﻪ ﺩﺍﻣﯩﺘﯘ ﻛﻪﺭﻩﻙ. ﺳﺎﻳﺎﺣﺎﺗﺘﺎﻙ ﺍﺭﺍﻻﺳﯘﺩﻯ، ﺷﺘﻪﺳﯘﺩﻯ، ﺗﻮﻏﻪﺳﯘﺩﻯ ﺟﻪﺑﻪﯞﯗﺩﻪﮔﻰ ﻣﺎﯕﯩﺰﺩﻯ ﺭﻭﻟﯩﻦ ﺳﺎﯞﻟﻪﻟﻪﻧﺪﯨﺮﯨﭗ، ﺷﯩﻨﺠﯩﻴﺎﯕ ﺋﯩﺸﻰ ـ ﺳﯩﺮﺗﯩﻨﺪﺍﻋﻰ ﺋﺎﺭ ﯞﻟﺖ ﺟﺎﺳﺘﺎﺭﻯ ﻣﻪﻥ ﯞﺭﻧﺪﻩﺭﯨﻨﯩﯔ ﺍﺭﺍﻻﺳﯘ، ﺷﺘﻪﺳﯘ، ﺗﻮﻏﻪﺳﯘ ﻗﻴﻤﯩﻠﺪﺍﺭﯨﻦ ﻛﻪﯕ ﻛﯘﻟﻪﻣﺪﻩ ﯞﺭﺳﺘﻪﺗﯩﭗ، ﺋﺎﺭ ﯞﻟﺖ ﺑﯘﻗﺎﺭﺍﺳﯩﻦ ﺍﻧﺎﺭﺩﺍﻙ ﺩﺍﻧﯩﻨﺪﻯ ﺗﻪﻋﯩﺰ ﯞﻳﯩﺴﺘﯩﺮﯗ ﻛﻪﺭﻩﻙ. [1241,216,1694,652]
